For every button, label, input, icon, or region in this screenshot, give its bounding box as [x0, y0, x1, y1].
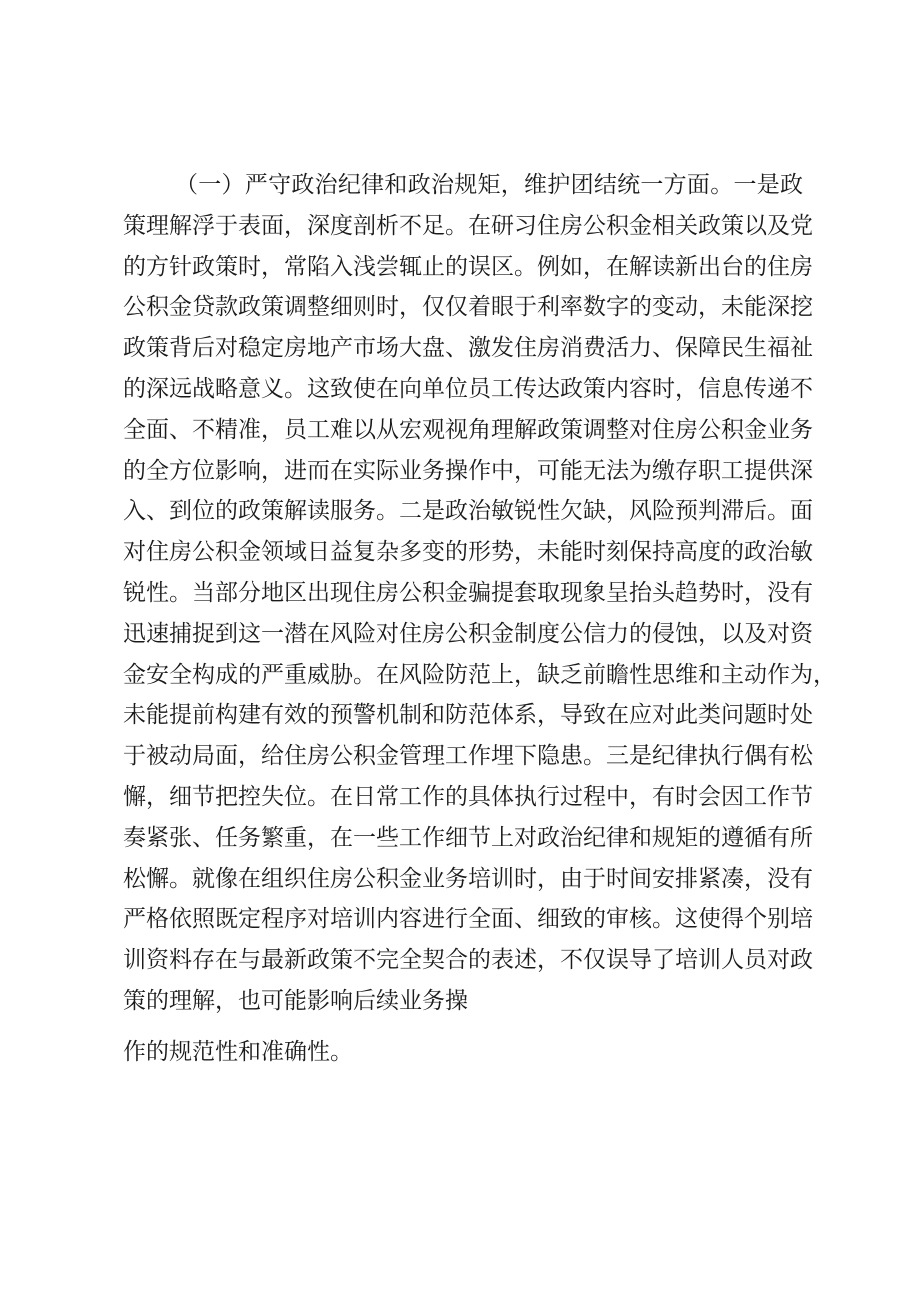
paragraph-line: 未能提前构建有效的预警机制和防范体系，导致在应对此类问题时处 — [123, 702, 813, 729]
paragraph-line: 懈，细节把控失位。在日常工作的具体执行过程中，有时会因工作节 — [123, 783, 813, 810]
paragraph-line: 入、到位的政策解读服务。二是政治敏锐性欠缺，风险预判滞后。面 — [123, 498, 813, 525]
paragraph-line: 公积金贷款政策调整细则时，仅仅着眼于利率数字的变动，未能深挖 — [123, 294, 813, 321]
paragraph-line: 的深远战略意义。这致使在向单位员工传达政策内容时，信息传递不 — [123, 375, 813, 402]
paragraph-line: 全面、不精准，员工难以从宏观视角理解政策调整对住房公积金业务 — [123, 416, 813, 443]
paragraph-line: 锐性。当部分地区出现住房公积金骗提套取现象呈抬头趋势时，没有 — [123, 579, 813, 606]
paragraph-tail-line: 作的规范性和准确性。 — [123, 1038, 353, 1065]
paragraph-line: 严格依照既定程序对培训内容进行全面、细致的审核。这使得个别培 — [123, 906, 813, 933]
body-paragraph — [123, 165, 836, 1073]
paragraph-line: 于被动局面，给住房公积金管理工作埋下隐患。三是纪律执行偶有松 — [123, 743, 813, 770]
paragraph-line: 的全方位影响，进而在实际业务操作中，可能无法为缴存职工提供深 — [123, 457, 813, 484]
paragraph-line: 奏紧张、任务繁重，在一些工作细节上对政治纪律和规矩的遵循有所 — [123, 824, 813, 851]
paragraph-line: 对住房公积金领域日益复杂多变的形势，未能时刻保持高度的政治敏 — [123, 539, 813, 566]
paragraph-line: 迅速捕捉到这一潜在风险对住房公积金制度公信力的侵蚀，以及对资 — [123, 620, 813, 647]
paragraph-line: 策理解浮于表面，深度剖析不足。在研习住房公积金相关政策以及党 — [123, 212, 813, 239]
paragraph-line: 训资料存在与最新政策不完全契合的表述，不仅误导了培训人员对政 — [123, 947, 813, 974]
paragraph-line: 的方针政策时，常陷入浅尝辄止的误区。例如，在解读新出台的住房 — [123, 253, 813, 280]
paragraph-line: 金安全构成的严重威胁。在风险防范上，缺乏前瞻性思维和主动作为， — [123, 661, 836, 688]
paragraph-line: 政策背后对稳定房地产市场大盘、激发住房消费活力、保障民生福祉 — [123, 335, 813, 362]
paragraph-line: （一）严守政治纪律和政治规矩，维护团结统一方面。一是政 — [175, 172, 803, 198]
paragraph-line: 松懈。就像在组织住房公积金业务培训时，由于时间安排紧凑，没有 — [123, 865, 813, 892]
paragraph-line: 策的理解，也可能影响后续业务操 — [123, 987, 468, 1014]
